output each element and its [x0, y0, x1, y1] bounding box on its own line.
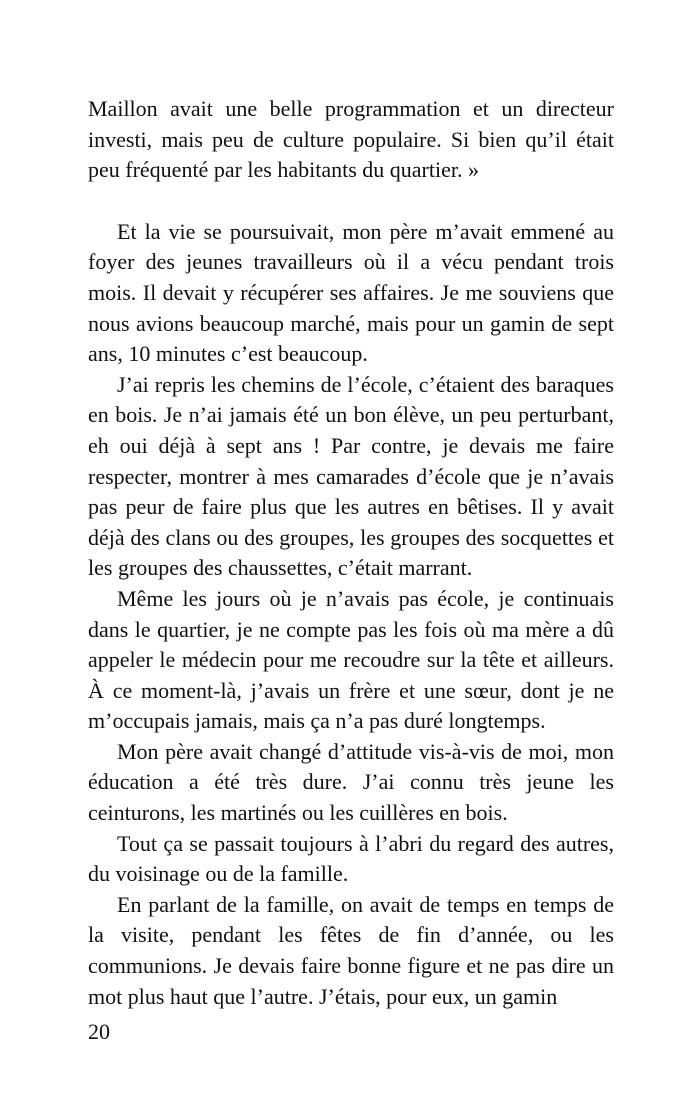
- paragraph-foyer: Et la vie se poursuivait, mon père m’avait emmené au foyer des jeunes travailleurs où il a vécu pendant trois mois. Il devait y récupérer ses affaires. Je me souviens que nous avions beaucoup marché, mais pour un gamin de sept ans, 10 minutes c’est beaucoup.: [88, 218, 614, 367]
- paragraph-quartier: Même les jours où je n’avais pas école, je continuais dans le quartier, je ne compte pas les fois où ma mère a dû appeler le médecin pour me recoudre sur la tête et ailleurs. À ce moment-là, j’avais un frère et une sœur, dont je ne m’occupais jamais, mais ça n’a pas duré longtemps.: [88, 585, 614, 734]
- paragraph-ecole: J’ai repris les chemins de l’école, c’étaient des baraques en bois. Je n’ai jamais été un bon élève, un peu perturbant, eh oui déjà à sept ans ! Par contre, je devais me faire respecter, montrer à mes camarades d’école que je n’avais pas peur de faire plus que les autres en bêtises. Il y avait déjà des clans ou des groupes, les groupes des socquettes et les groupes des chaussettes, c’était marrant.: [88, 371, 614, 581]
- page-number: 20: [88, 1019, 110, 1044]
- paragraph-continuation: Maillon avait une belle programmation et un directeur investi, mais peu de culture populaire. Si bien qu’il était peu fréquenté par les habitants du quartier. »: [88, 96, 614, 183]
- paragraph-abri: Tout ça se passait toujours à l’abri du regard des autres, du voisinage ou de la famille.: [88, 830, 614, 887]
- paragraph-education: Mon père avait changé d’attitude vis-à-vis de moi, mon éducation a été très dure. J’ai connu très jeune les ceinturons, les martinés ou les cuillères en bois.: [88, 738, 614, 826]
- page-text: [88, 94, 614, 1012]
- paragraph-famille: En parlant de la famille, on avait de temps en temps de la visite, pendant les fêtes de fin d’année, ou les communions. Je devais faire bonne figure et ne pas dire un mot plus haut que l’autre. J’étais, pour eux, un gamin: [88, 891, 614, 1009]
